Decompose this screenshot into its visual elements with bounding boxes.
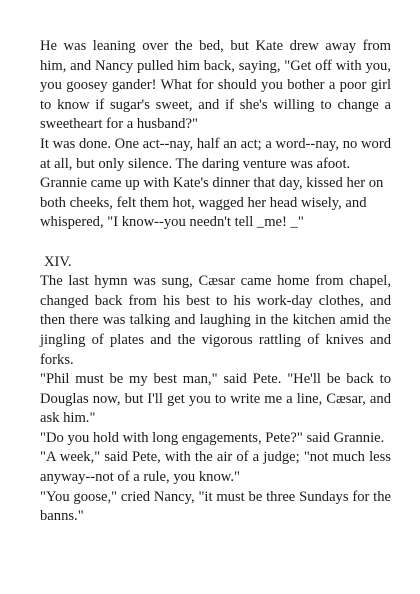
paragraph: "You goose," cried Nancy, "it must be three Sundays for the banns." [40, 488, 391, 525]
paragraph: Grannie came up with Kate's dinner that day, kissed her on both cheeks, felt them hot, wagged her head wisely, and whispered, "I know--you needn't tell _me! _" [40, 175, 384, 231]
paragraph: "Phil must be my best man," said Pete. "He'll be back to Douglas now, but I'll get you to write me a line, Cæsar, and ask him." [40, 371, 391, 427]
chapter-heading: XIV. [44, 253, 72, 270]
paragraph: The last hymn was sung, Cæsar came home from chapel, changed back from his best to his work-day clothes, and then there was talking and laughing in the kitchen amid the jingling of plates and the vigorous rattling of knives and forks. [40, 273, 391, 368]
paragraph: "A week," said Pete, with the air of a judge; "not much less anyway--not of a rule, you know." [40, 449, 391, 486]
blank-line [40, 233, 391, 253]
paragraph: It was done. One act--nay, half an act; a word--nay, no word at all, but only silence. The daring venture was afoot. [40, 135, 391, 172]
page-text [40, 37, 391, 527]
paragraph: He was leaning over the bed, but Kate drew away from him, and Nancy pulled him back, saying, "Get off with you, you goosey gander! What for should you bother a poor girl to know if sugar's sweet, and if she's willing to change a sweetheart for a husband?" [40, 38, 391, 133]
paragraph: "Do you hold with long engagements, Pete?" said Grannie. [40, 429, 385, 446]
